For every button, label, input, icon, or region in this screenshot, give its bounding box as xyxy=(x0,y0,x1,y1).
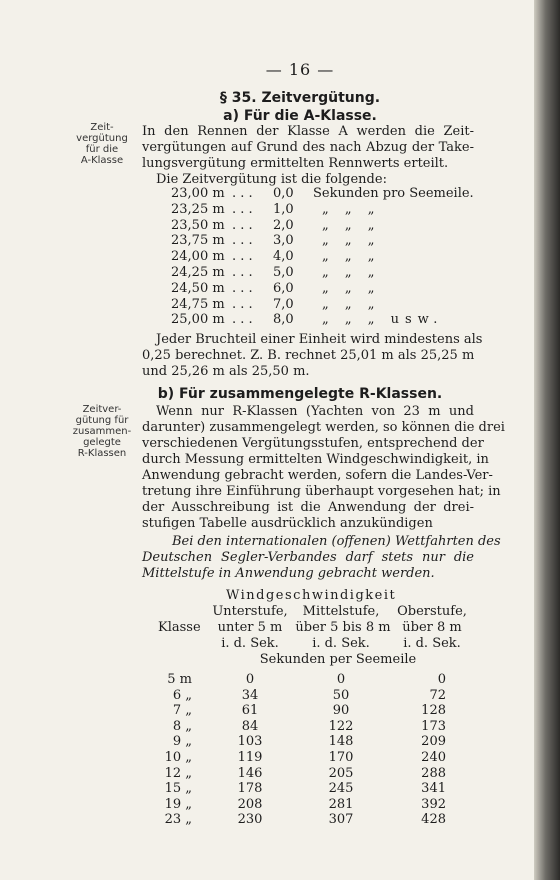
col-header-mid: über 5 bis 8 m xyxy=(295,620,391,635)
para-b-line: Wenn nur R-Klassen (Yachten von 23 m und xyxy=(156,404,474,419)
section-title: § 35. Zeitvergütung. xyxy=(219,90,381,106)
unit-cell: „ „ „ xyxy=(322,217,381,233)
klasse-cell: 10 „ xyxy=(164,750,192,765)
italic-line: Mittelstufe in Anwendung gebracht werden. xyxy=(142,566,435,581)
dots-cell: . . . xyxy=(232,312,253,328)
table-b-row xyxy=(0,672,560,688)
mid-cell: 170 xyxy=(328,750,354,765)
table-a-row xyxy=(0,312,560,328)
mid-cell: 281 xyxy=(328,796,354,812)
high-cell: 72 xyxy=(429,687,446,703)
high-cell: 173 xyxy=(421,718,446,734)
col-header-low: unter 5 m xyxy=(217,620,283,635)
low-cell: 103 xyxy=(237,734,263,750)
length-cell: 23,00 m xyxy=(171,186,225,201)
dots-cell: . . . xyxy=(232,201,253,217)
seconds-cell: 4,0 xyxy=(273,249,294,265)
table-a-row xyxy=(0,265,560,281)
seconds-cell: 5,0 xyxy=(273,265,294,280)
para-a-line: lungsvergütung ermittelten Rennwerts erteilt. xyxy=(142,156,449,171)
mid-cell: 307 xyxy=(328,812,354,828)
length-cell: 24,25 m xyxy=(171,265,225,280)
para-b-line: Anwendung gebracht werden, sofern die Landes-Ver- xyxy=(142,468,493,483)
klasse-cell: 23 „ xyxy=(164,812,192,828)
table-a-row xyxy=(0,218,560,234)
low-cell: 84 xyxy=(241,718,259,734)
klasse-cell: 9 „ xyxy=(172,734,192,750)
length-cell: 24,75 m xyxy=(171,296,225,312)
length-cell: 23,75 m xyxy=(171,233,225,249)
para-a2-line: und 25,26 m als 25,50 m. xyxy=(142,364,310,379)
high-cell: 288 xyxy=(421,765,446,781)
seconds-cell: 0,0 xyxy=(273,186,294,201)
para-b-line: durch Messung ermittelten Windgeschwindigkeit, in xyxy=(142,452,489,467)
high-cell: 209 xyxy=(421,734,446,750)
klasse-cell: 5 m xyxy=(167,672,192,687)
dots-cell: . . . xyxy=(232,280,253,296)
wind-header-row xyxy=(0,588,560,604)
margin-note-a xyxy=(72,122,132,166)
length-cell: 24,00 m xyxy=(171,249,225,265)
klasse-cell: 6 „ xyxy=(172,687,192,703)
margin-note-line: Zeitver- xyxy=(82,404,122,415)
table-a-row xyxy=(0,297,560,313)
margin-note-line: A-Klasse xyxy=(80,155,124,166)
para-a-line: vergütungen auf Grund des nach Abzug der Take- xyxy=(142,140,474,155)
margin-note-line: gelegte xyxy=(83,437,121,448)
klasse-cell: 12 „ xyxy=(164,765,192,781)
table-b-row xyxy=(0,734,560,750)
unit-cell: „ „ „ xyxy=(322,201,381,217)
table-a-row xyxy=(0,233,560,249)
dots-cell: . . . xyxy=(232,217,253,233)
mid-cell: 148 xyxy=(328,734,354,750)
table-b-row xyxy=(0,750,560,766)
col-header-row-2 xyxy=(0,620,560,636)
mid-cell: 205 xyxy=(328,765,354,781)
margin-note-line: zusammen- xyxy=(72,426,132,437)
mid-cell: 90 xyxy=(332,703,350,719)
table-a-row xyxy=(0,186,560,202)
col-header-row-1 xyxy=(0,604,560,620)
high-cell: 428 xyxy=(421,812,446,828)
margin-note-line: für die xyxy=(85,144,119,155)
wind-header: Windgeschwindigkeit xyxy=(226,588,397,603)
low-cell: 178 xyxy=(237,781,263,797)
para-b-line: der Ausschreibung ist die Anwendung der drei- xyxy=(142,500,474,515)
subsection-b-title: b) Für zusammengelegte R-Klassen. xyxy=(157,386,443,402)
table-b-row xyxy=(0,781,560,797)
table-a-row xyxy=(0,202,560,218)
dots-cell: . . . xyxy=(232,249,253,265)
seconds-cell: 6,0 xyxy=(273,280,294,296)
table-a-row xyxy=(0,281,560,297)
margin-note-line: vergütung xyxy=(76,133,128,144)
high-cell: 0 xyxy=(437,672,446,687)
para-a2-line: Jeder Bruchteil einer Einheit wird mindestens als xyxy=(156,332,483,347)
subsection-a-title: a) Für die A-Klasse. xyxy=(223,108,377,124)
table-a-row xyxy=(0,249,560,265)
klasse-cell: 15 „ xyxy=(164,781,192,797)
intro-line: Die Zeitvergütung ist die folgende: xyxy=(156,172,387,187)
col-header-low: Unterstufe, xyxy=(212,604,288,619)
length-cell: 23,50 m xyxy=(171,217,225,233)
para-b-line: tretung ihre Einführung überhaupt vorgesehen hat; in xyxy=(142,484,501,499)
length-cell: 25,00 m xyxy=(171,312,225,328)
unit-cell: Sekunden pro Seemeile. xyxy=(313,186,474,201)
low-cell: 61 xyxy=(241,703,259,719)
margin-note-line: gütung für xyxy=(75,415,129,426)
seconds-cell: 7,0 xyxy=(273,296,294,312)
length-cell: 23,25 m xyxy=(171,201,225,217)
col-header-low: i. d. Sek. xyxy=(221,636,279,651)
table-b-row xyxy=(0,688,560,704)
dots-cell: . . . xyxy=(232,265,253,280)
high-cell: 392 xyxy=(421,796,446,812)
para-a-line: In den Rennen der Klasse A werden die Zeit- xyxy=(142,124,474,139)
unit-cell: „ „ „ xyxy=(322,280,381,296)
unit-cell: „ „ „ xyxy=(322,249,381,265)
para-b-line: stufigen Tabelle ausdrücklich anzukündigen xyxy=(142,516,433,531)
col-header-mid: i. d. Sek. xyxy=(312,636,370,651)
table-b-row xyxy=(0,797,560,813)
table-b-row xyxy=(0,719,560,735)
mid-cell: 0 xyxy=(336,672,346,687)
margin-note-b xyxy=(72,404,132,459)
low-cell: 0 xyxy=(245,672,255,687)
col-header-high: i. d. Sek. xyxy=(403,636,461,651)
table-b-row xyxy=(0,703,560,719)
col-header-high: über 8 m xyxy=(402,620,462,635)
italic-line: Deutschen Segler-Verbandes darf stets nur die xyxy=(142,550,474,565)
col-header-mid: Mittelstufe, xyxy=(302,604,380,619)
seconds-cell: 3,0 xyxy=(273,233,294,249)
klasse-cell: 19 „ xyxy=(164,796,192,812)
low-cell: 34 xyxy=(241,687,259,703)
dots-cell: . . . xyxy=(232,296,253,312)
col-header-row-3 xyxy=(0,636,560,652)
mid-cell: 50 xyxy=(332,687,350,703)
klasse-header: Klasse xyxy=(158,620,201,635)
low-cell: 119 xyxy=(237,750,263,765)
unit-header-row xyxy=(0,652,560,668)
table-b-row xyxy=(0,766,560,782)
klasse-cell: 7 „ xyxy=(172,703,192,719)
low-cell: 208 xyxy=(237,796,263,812)
seconds-cell: 1,0 xyxy=(273,201,294,217)
para-b-line: darunter) zusammengelegt werden, so können die drei xyxy=(142,420,505,435)
unit-cell: „ „ „ xyxy=(322,265,381,280)
unit-header: Sekunden per Seemeile xyxy=(259,652,417,667)
high-cell: 341 xyxy=(421,781,446,797)
high-cell: 240 xyxy=(421,750,446,765)
mid-cell: 245 xyxy=(328,781,354,797)
length-cell: 24,50 m xyxy=(171,280,225,296)
dots-cell: . . . xyxy=(232,186,253,201)
para-a2-line: 0,25 berechnet. Z. B. rechnet 25,01 m als 25,25 m xyxy=(142,348,475,363)
mid-cell: 122 xyxy=(328,718,354,734)
page-number: — 16 — xyxy=(265,60,335,79)
unit-cell: „ „ „ usw. xyxy=(322,312,444,328)
dots-cell: . . . xyxy=(232,233,253,249)
klasse-cell: 8 „ xyxy=(172,718,192,734)
seconds-cell: 2,0 xyxy=(273,217,294,233)
low-cell: 230 xyxy=(237,812,263,828)
unit-cell: „ „ „ xyxy=(322,233,381,249)
margin-note-line: R-Klassen xyxy=(77,448,127,459)
col-header-high: Oberstufe, xyxy=(397,604,467,619)
low-cell: 146 xyxy=(237,765,263,781)
table-b-row xyxy=(0,812,560,828)
italic-line: Bei den internationalen (offenen) Wettfahrten des xyxy=(172,534,501,549)
margin-note-line: Zeit- xyxy=(90,122,114,133)
unit-cell: „ „ „ xyxy=(322,296,381,312)
high-cell: 128 xyxy=(421,703,446,719)
para-b-line: verschiedenen Vergütungsstufen, entsprechend der xyxy=(142,436,484,451)
seconds-cell: 8,0 xyxy=(273,312,294,328)
